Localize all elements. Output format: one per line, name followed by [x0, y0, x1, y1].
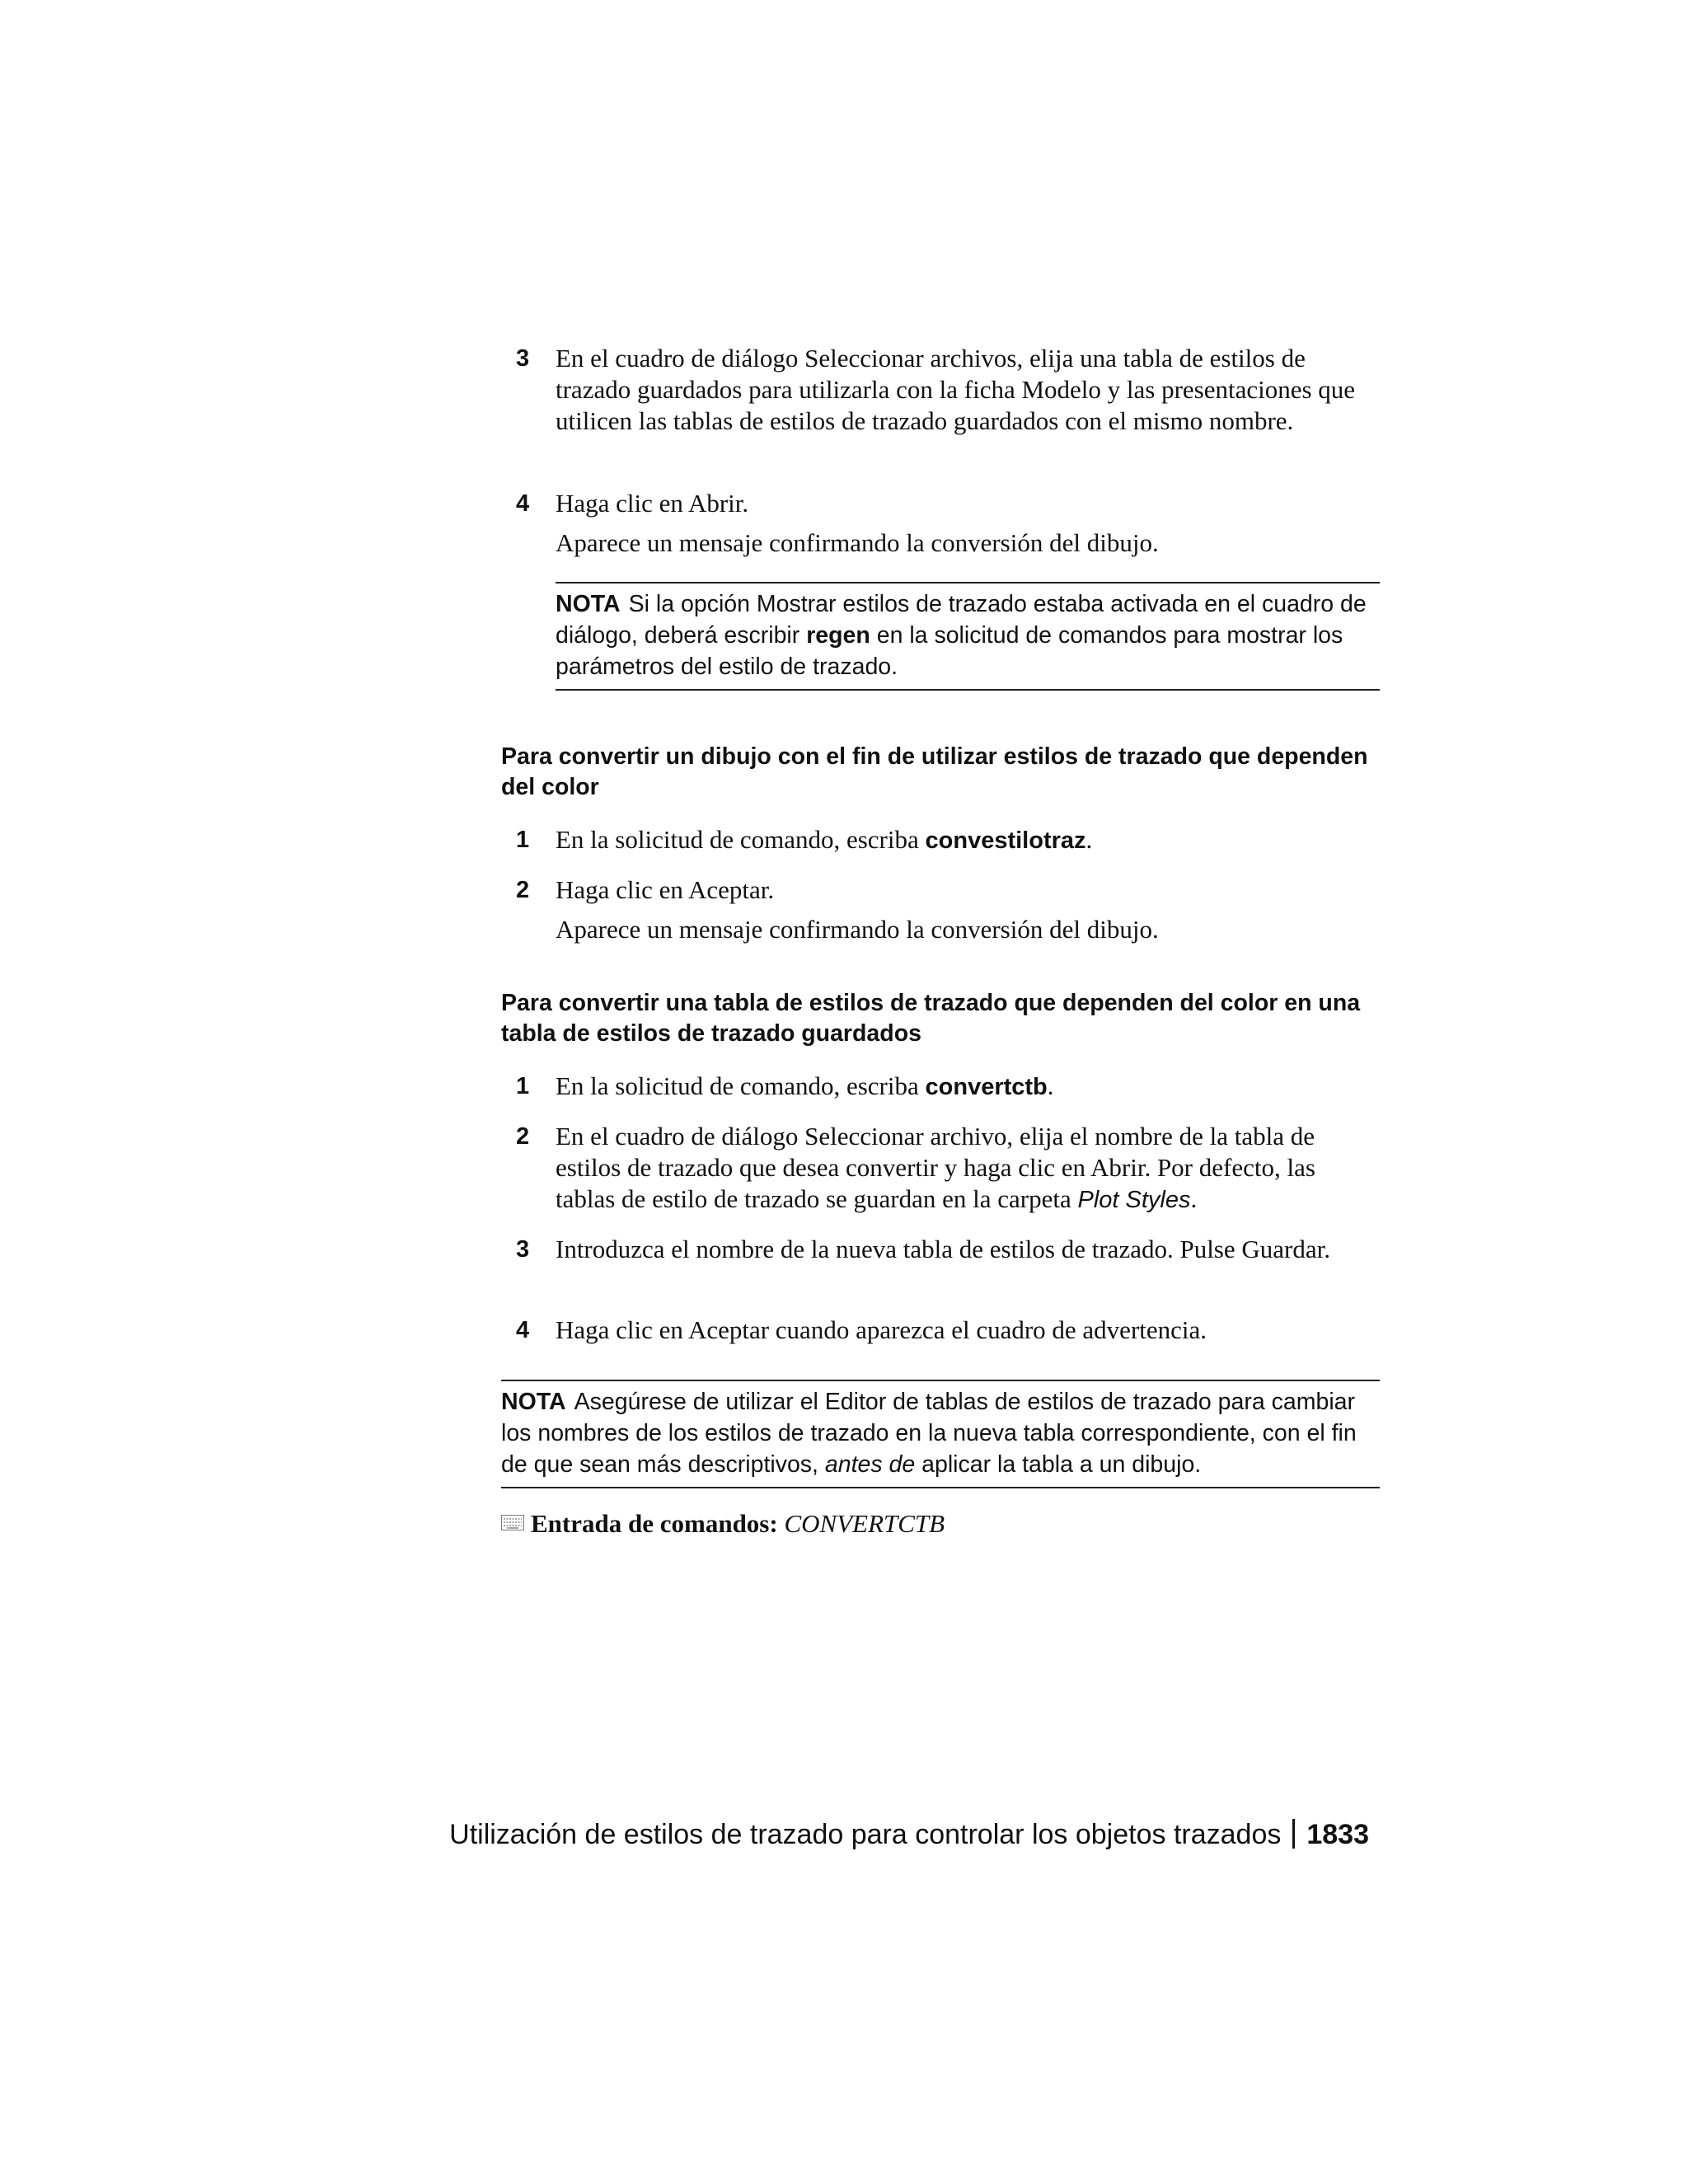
step-number: 2: [516, 877, 530, 903]
section-heading-convert-drawing: Para convertir un dibujo con el fin de utilizar estilos de trazado que dependen del color: [501, 743, 1368, 800]
section-heading-convert-table: Para convertir una tabla de estilos de trazado que dependen del color en una tabla de estilos de trazado guardados: [501, 990, 1361, 1047]
step-text: Introduzca el nombre de la nueva tabla de estilos de trazado. Pulse Guardar.: [556, 1235, 1330, 1263]
command-name: convestilotraz: [925, 827, 1086, 854]
step-result: Aparece un mensaje confirmando la conversión del dibujo.: [556, 915, 1159, 944]
step-4-warning: [495, 1315, 1376, 1346]
folder-name: Plot Styles: [1077, 1187, 1191, 1213]
step-text: En la solicitud de comando, escriba convestilotraz.: [556, 825, 1093, 854]
note-text-end: aplicar la tabla a un dibujo.: [915, 1451, 1202, 1478]
note-text: Asegúrese de utilizar el Editor de tablas de estilos de trazado para cambiar los nombres de los estilos de trazado en la nueva tabla correspondiente, con el fin de que sean más descriptivos,: [501, 1389, 1357, 1478]
note-regen: [556, 582, 1380, 691]
step-number: 4: [516, 1317, 530, 1343]
page-footer: [449, 1816, 1369, 1853]
step-2-select-file: [495, 1121, 1376, 1216]
step-result: Aparece un mensaje confirmando la conversión del dibujo.: [556, 528, 1159, 557]
step-text: Haga clic en Aceptar cuando aparezca el cuadro de advertencia.: [556, 1315, 1207, 1344]
page-number: 1833: [1306, 1819, 1369, 1850]
step-number: 3: [516, 345, 530, 372]
note-editor: [501, 1380, 1380, 1488]
footer-title: Utilización de estilos de trazado para controlar los objetos trazados: [449, 1819, 1282, 1850]
step-1-convertctb: [495, 1071, 1376, 1103]
step-number: 4: [516, 490, 530, 517]
note-label: NOTA: [501, 1389, 566, 1415]
note-emphasis: antes de: [824, 1451, 916, 1478]
step-number: 3: [516, 1236, 530, 1263]
step-number: 2: [516, 1123, 530, 1150]
step-2-accept: [495, 874, 1376, 945]
step-number: 1: [516, 1073, 530, 1099]
note-text: Si la opción Mostrar estilos de trazado estaba activada en el cuadro de diálogo, deberá escribir: [556, 591, 1367, 649]
command-entry: [501, 1508, 945, 1540]
step-3-new-name: [495, 1234, 1376, 1265]
step-text: En el cuadro de diálogo Seleccionar archivo, elija el nombre de la tabla de estilos de trazado que desea convertir y haga clic en Abrir. Por defecto, las tablas de estilo de trazado se guardan en la carpeta Plot Styles.: [556, 1122, 1315, 1213]
step-text: Haga clic en Abrir.: [556, 489, 749, 518]
note-text-end: en la solicitud de comandos para mostrar los parámetros del estilo de trazado.: [556, 622, 1343, 680]
footer-divider: [1292, 1819, 1295, 1849]
keyboard-icon: [501, 1515, 524, 1530]
step-1-convestilotraz: [495, 824, 1376, 856]
command-entry-label: Entrada de comandos:: [531, 1509, 778, 1538]
step-text: Haga clic en Aceptar.: [556, 875, 775, 904]
step-4-open: [495, 488, 1376, 559]
note-label: NOTA: [556, 591, 621, 617]
step-text: En la solicitud de comando, escriba convertctb.: [556, 1071, 1054, 1100]
step-3-select-files: [495, 343, 1376, 437]
command-entry-value: CONVERTCTB: [784, 1509, 945, 1538]
step-number: 1: [516, 827, 530, 853]
command-name: convertctb: [925, 1074, 1048, 1100]
note-command: regen: [806, 622, 870, 649]
step-text: En el cuadro de diálogo Seleccionar archivos, elija una tabla de estilos de trazado guardados para utilizarla con la ficha Modelo y las presentaciones que utilicen las tablas de estilos de trazado guardados con el mismo nombre.: [556, 344, 1356, 435]
